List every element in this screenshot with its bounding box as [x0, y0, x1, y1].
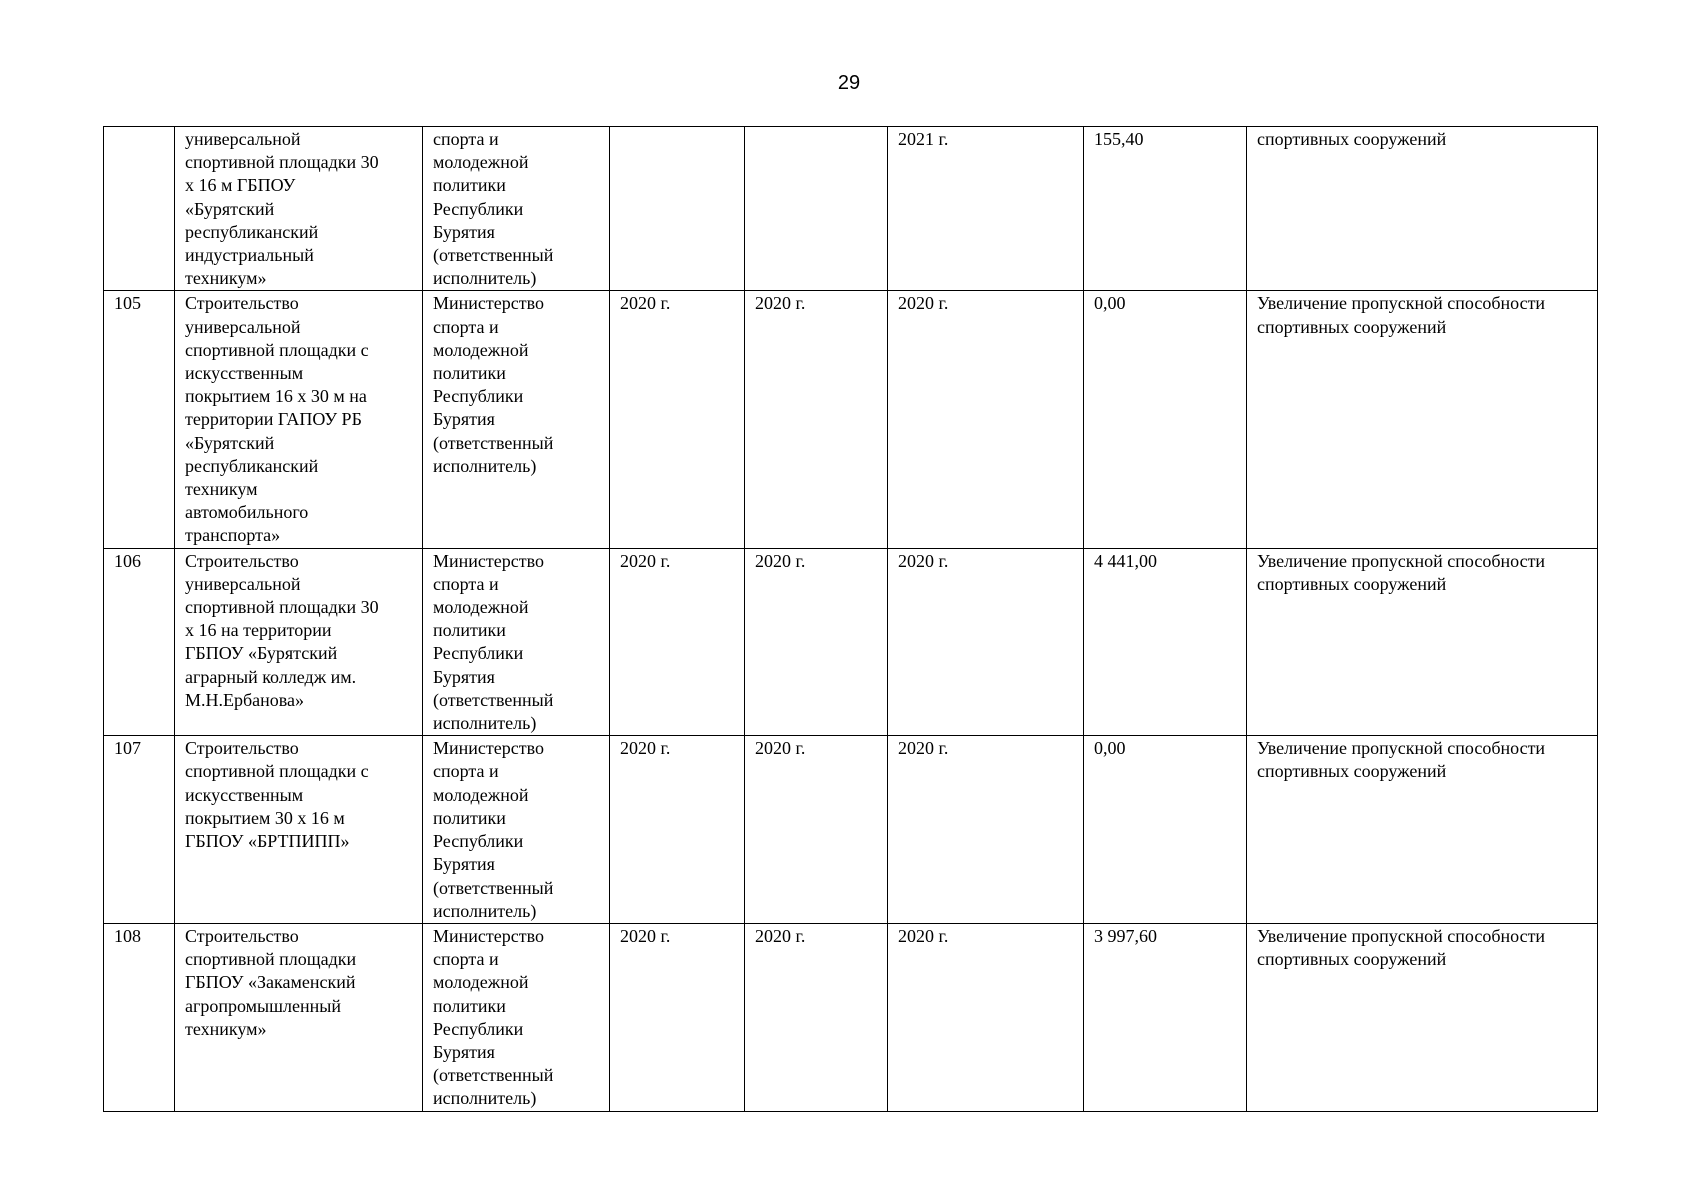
table-row — [104, 291, 1598, 548]
expected-result-cell: Увеличение пропускной способности спортивных сооружений — [1247, 923, 1598, 1111]
amount-cell: 155,40 — [1084, 127, 1247, 291]
table-row — [104, 127, 1598, 291]
page-number: 29 — [837, 72, 861, 94]
start-date-cell — [610, 127, 745, 291]
row-number-cell: 107 — [104, 736, 175, 924]
executor-cell: Министерство спорта и молодежной политики Республики Бурятия (ответственный исполнитель) — [423, 923, 610, 1111]
activity-name-cell: Строительство универсальной спортивной площадки с искусственным покрытием 16 х 30 м на территории ГАПОУ РБ «Бурятский республиканский техникум автомобильного транспорта» — [175, 291, 423, 548]
end-date-cell: 2020 г. — [745, 736, 888, 924]
funding-year-cell: 2021 г. — [888, 127, 1084, 291]
end-date-cell: 2020 г. — [745, 291, 888, 548]
executor-cell: Министерство спорта и молодежной политики Республики Бурятия (ответственный исполнитель) — [423, 548, 610, 736]
end-date-cell: 2020 г. — [745, 923, 888, 1111]
activity-name-cell: универсальной спортивной площадки 30 х 16 м ГБПОУ «Бурятский республиканский индустриальный техникум» — [175, 127, 423, 291]
start-date-cell: 2020 г. — [610, 548, 745, 736]
amount-cell: 4 441,00 — [1084, 548, 1247, 736]
executor-cell: Министерство спорта и молодежной политики Республики Бурятия (ответственный исполнитель) — [423, 291, 610, 548]
start-date-cell: 2020 г. — [610, 736, 745, 924]
row-number-cell: 108 — [104, 923, 175, 1111]
row-number-cell: 105 — [104, 291, 175, 548]
expected-result-cell: Увеличение пропускной способности спортивных сооружений — [1247, 291, 1598, 548]
funding-year-cell: 2020 г. — [888, 923, 1084, 1111]
end-date-cell: 2020 г. — [745, 548, 888, 736]
executor-cell: Министерство спорта и молодежной политики Республики Бурятия (ответственный исполнитель) — [423, 736, 610, 924]
row-number-cell: 106 — [104, 548, 175, 736]
table-row — [104, 736, 1598, 924]
row-number-cell — [104, 127, 175, 291]
expected-result-cell: спортивных сооружений — [1247, 127, 1598, 291]
start-date-cell: 2020 г. — [610, 923, 745, 1111]
table-row — [104, 923, 1598, 1111]
amount-cell: 0,00 — [1084, 291, 1247, 548]
expected-result-cell: Увеличение пропускной способности спортивных сооружений — [1247, 736, 1598, 924]
program-activities-table — [103, 126, 1598, 1112]
funding-year-cell: 2020 г. — [888, 736, 1084, 924]
expected-result-cell: Увеличение пропускной способности спортивных сооружений — [1247, 548, 1598, 736]
table-row — [104, 548, 1598, 736]
executor-cell: спорта и молодежной политики Республики Бурятия (ответственный исполнитель) — [423, 127, 610, 291]
amount-cell: 0,00 — [1084, 736, 1247, 924]
activity-name-cell: Строительство универсальной спортивной площадки 30 х 16 на территории ГБПОУ «Бурятский аграрный колледж им. М.Н.Ербанова» — [175, 548, 423, 736]
start-date-cell: 2020 г. — [610, 291, 745, 548]
activity-name-cell: Строительство спортивной площадки с искусственным покрытием 30 х 16 м ГБПОУ «БРТПИПП» — [175, 736, 423, 924]
activity-name-cell: Строительство спортивной площадки ГБПОУ «Закаменский агропромышленный техникум» — [175, 923, 423, 1111]
funding-year-cell: 2020 г. — [888, 548, 1084, 736]
end-date-cell — [745, 127, 888, 291]
funding-year-cell: 2020 г. — [888, 291, 1084, 548]
amount-cell: 3 997,60 — [1084, 923, 1247, 1111]
